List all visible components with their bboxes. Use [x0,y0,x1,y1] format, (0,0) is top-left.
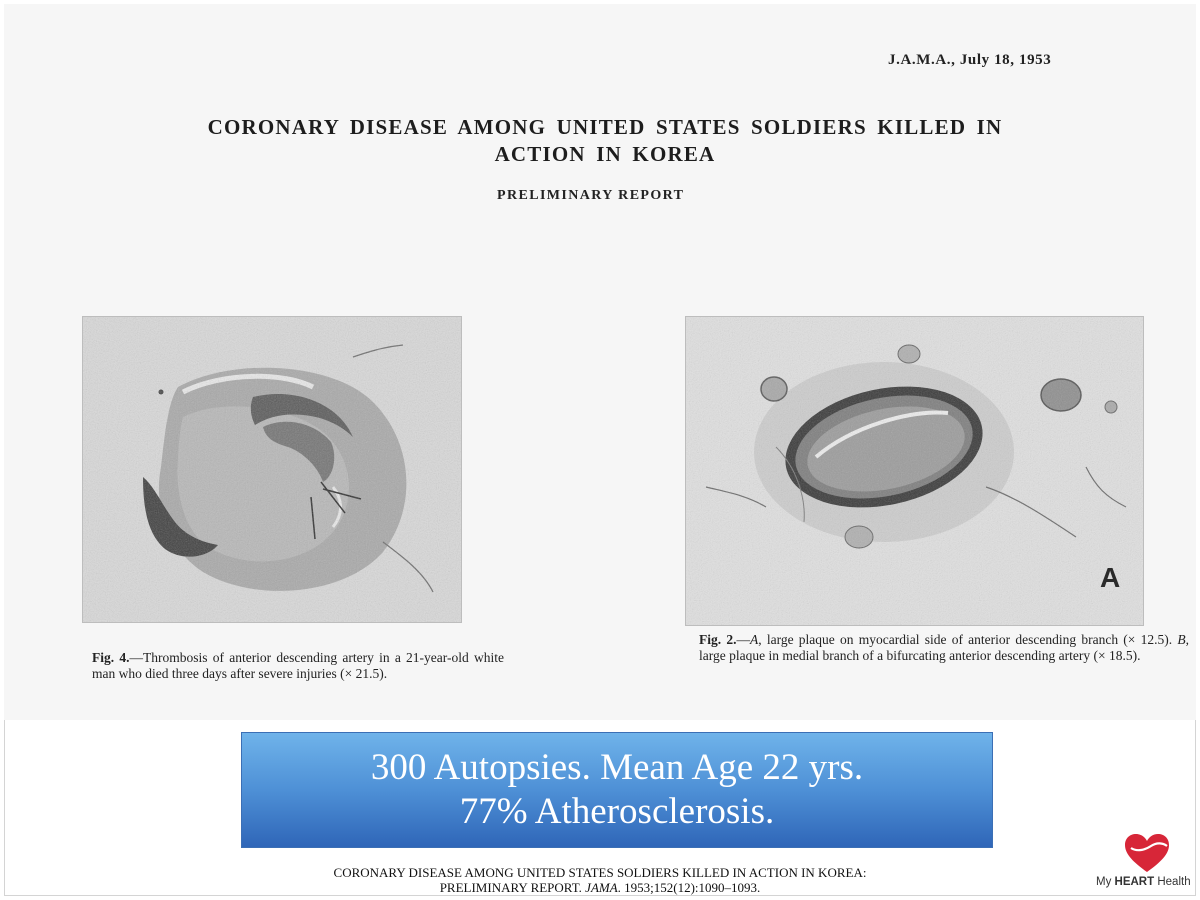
stats-callout [241,732,993,848]
figure-2-caption-b: B [1177,632,1186,647]
journal-date: J.A.M.A., July 18, 1953 [888,52,1052,68]
figure-4-caption [92,650,504,682]
paper-subtitle: PRELIMINARY REPORT [497,188,685,203]
figure-2-caption-a: A [749,632,759,647]
logo-prefix: My [1096,876,1115,888]
citation-line-2-suffix: . 1953;152(12):1090–1093. [617,880,761,895]
paper-title-line-2: ACTION IN KOREA [494,142,716,166]
citation-line-2-prefix: PRELIMINARY REPORT. [439,880,586,895]
figure-4-image [83,317,461,622]
figure-4-caption-text: —Thrombosis of anterior descending artery in a 21-year-old white man who died three days after severe injuries (× 21.5). [92,650,504,681]
paper-title [150,114,1060,168]
figure-2-image [686,317,1143,625]
figure-2-caption [699,632,1189,664]
figure-2-panel-letter: A [1100,562,1121,593]
paper-title-line-1: CORONARY DISEASE AMONG UNITED STATES SOLDIERS KILLED IN [207,115,1003,139]
logo-wordmark [1096,876,1196,888]
citation-line-2 [300,880,900,895]
citation-line-1: CORONARY DISEASE AMONG UNITED STATES SOLDIERS KILLED IN ACTION IN KOREA: [333,865,867,880]
figure-4-caption-label: Fig. 4. [92,650,130,665]
logo-bold: HEART [1114,876,1155,888]
citation-journal: JAMA [585,880,618,895]
figure-2-caption-dash: — [736,632,750,647]
figure-2-caption-label: Fig. 2. [699,632,737,647]
figure-2-caption-text-1: , large plaque on myocardial side of anterior descending branch (× 12.5). [758,632,1178,647]
citation [300,865,900,895]
stats-line-2: 77% Atherosclerosis. [459,791,775,832]
my-heart-health-logo [1096,832,1196,892]
stats-line-1: 300 Autopsies. Mean Age 22 yrs. [370,747,864,788]
figure-2-caption-text-2: , large plaque in medial branch of a bifurcating anterior descending artery (× 18.5). [699,632,1189,663]
heart-icon [1123,832,1171,874]
figure-2-micrograph [685,316,1144,626]
logo-suffix: Health [1154,876,1191,888]
figure-4-micrograph [82,316,462,623]
